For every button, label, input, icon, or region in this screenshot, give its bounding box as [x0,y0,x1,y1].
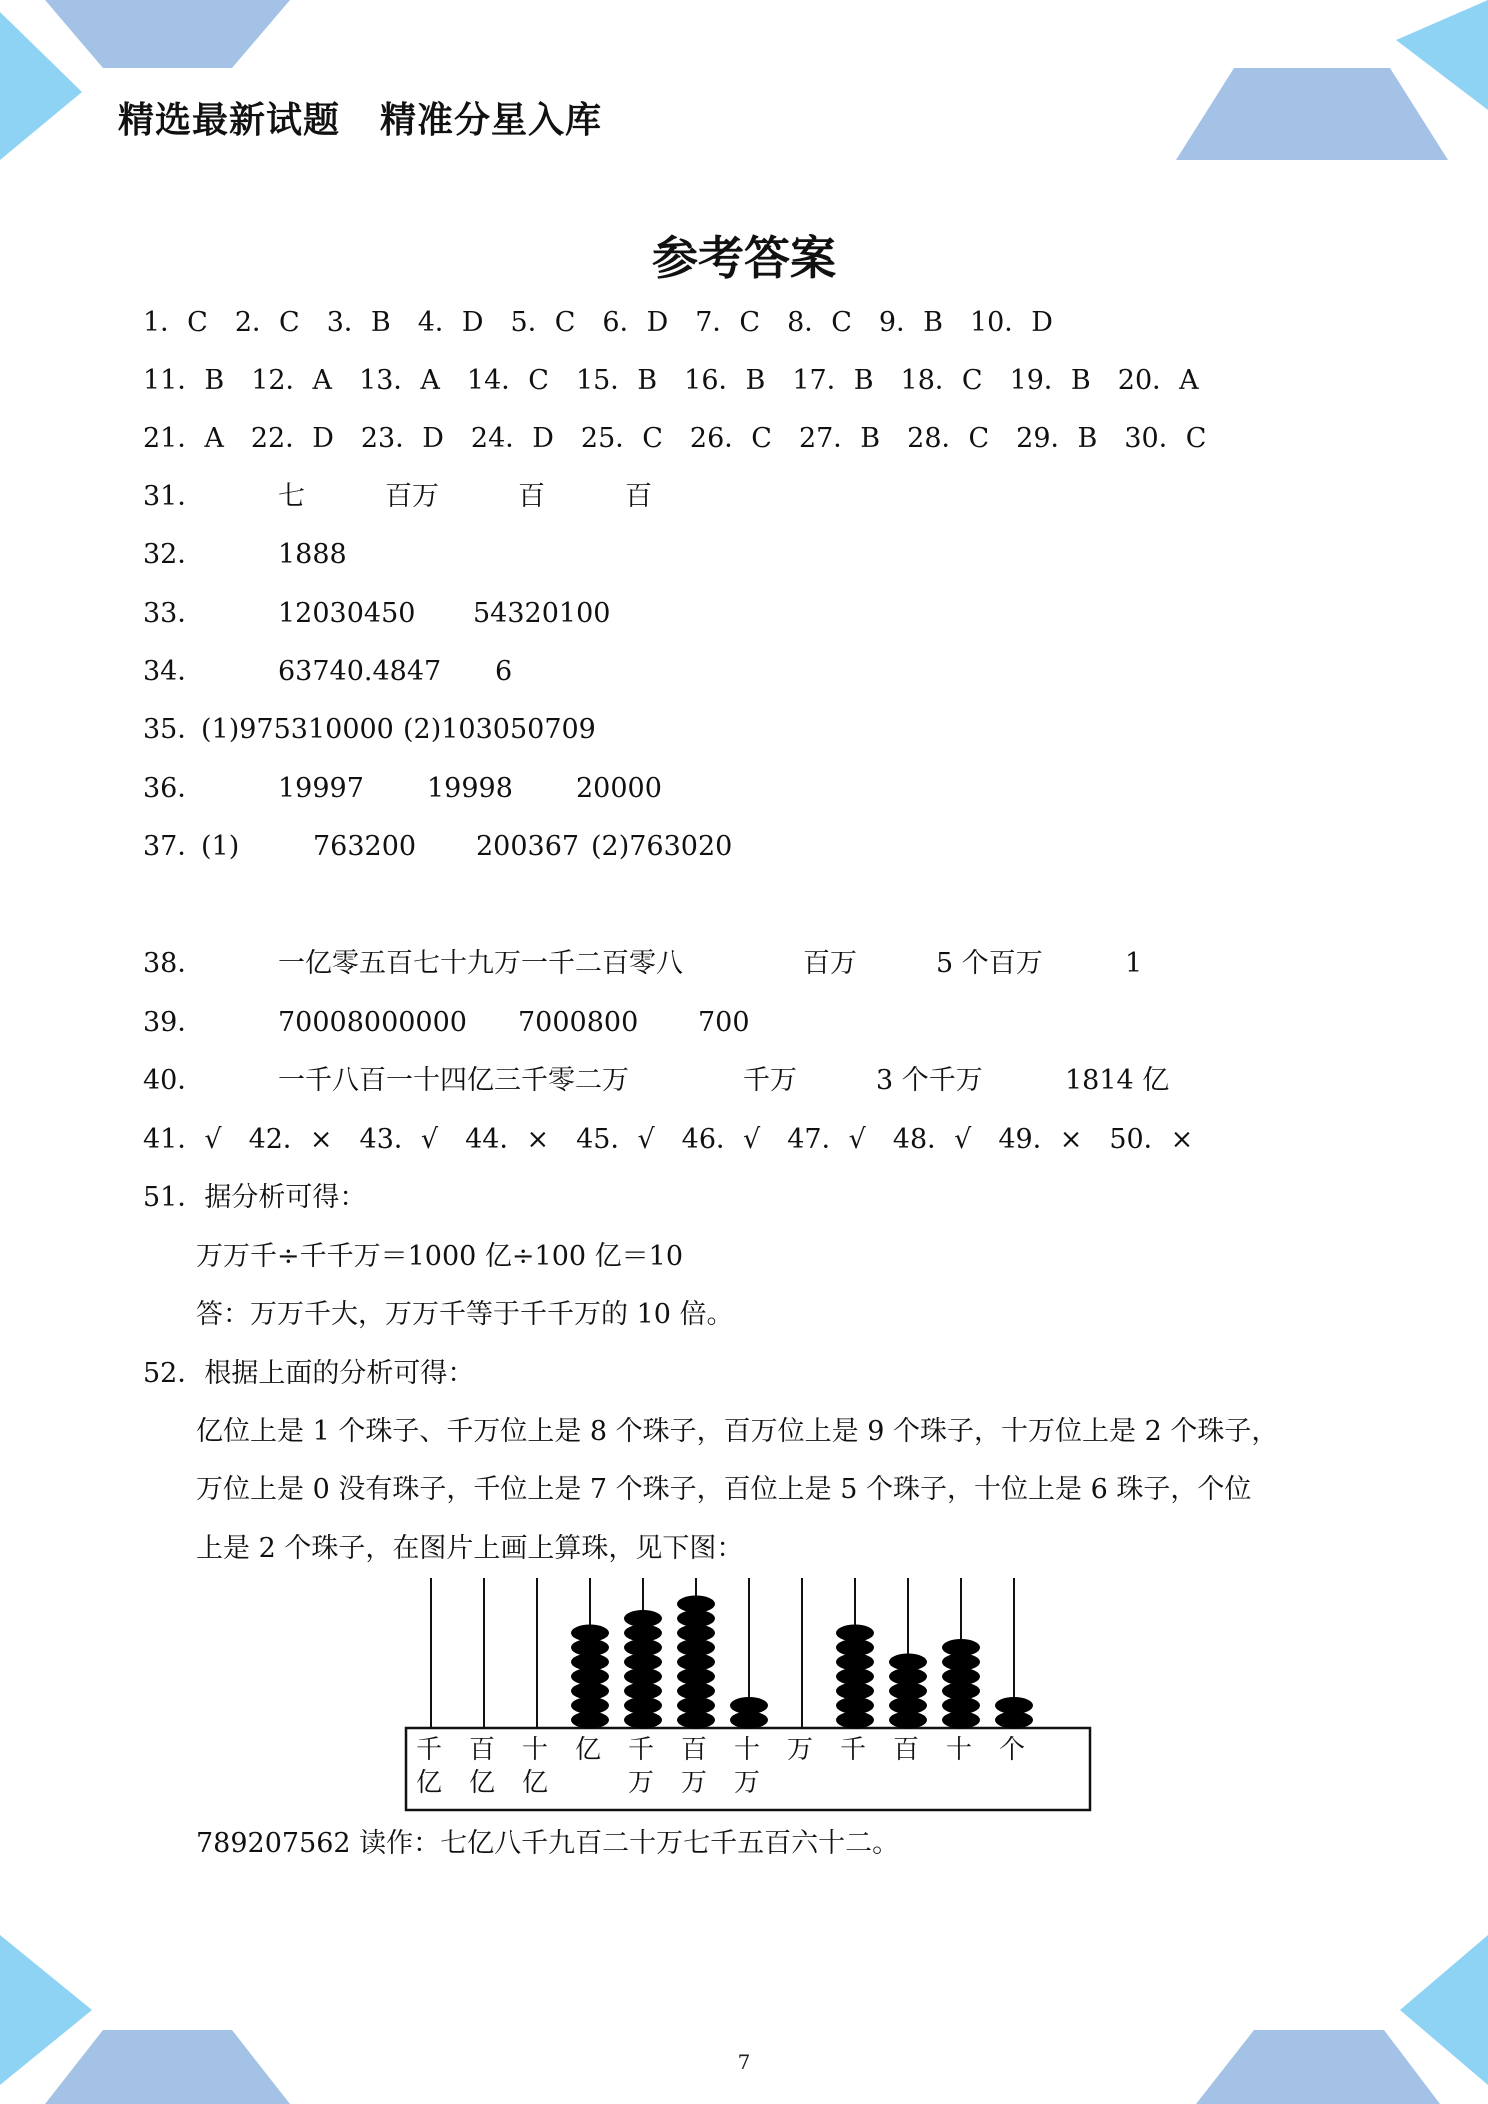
abacus-bead [942,1683,980,1700]
answer: 10．D [969,307,1053,338]
question-number: 32． [143,539,205,570]
place-label: 万 [786,1735,814,1765]
answer: 45．√ [576,1124,655,1155]
answer: 2．C [234,307,300,338]
abacus-bead [624,1697,662,1714]
answer: 3 个千万 [876,1065,983,1096]
tagline-left: 精选最新试题 [118,100,341,141]
answer: 3．B [326,307,391,338]
abacus-bead [836,1697,874,1714]
abacus-bead [624,1683,662,1700]
abacus-bead [624,1712,662,1729]
abacus-bead [677,1596,715,1613]
answer: 7000800 [518,1007,639,1038]
deco-top-left-triangle [0,12,82,160]
answer: 12．A [251,365,333,396]
place-label: 万 [680,1768,708,1798]
answer: 763200 [313,831,417,862]
answer: 50．× [1109,1124,1194,1155]
abacus-bead [571,1625,609,1642]
header-tagline [118,92,602,143]
abacus-bead [889,1697,927,1714]
place-label: 百 [892,1735,920,1765]
place-label: 十 [945,1735,973,1765]
abacus-bead [889,1712,927,1729]
answer: 20．A [1117,365,1199,396]
q52-line: 万位上是 0 没有珠子，千位上是 7 个珠子，百位上是 5 个珠子，十位上是 6 珠子，个位 [196,1474,1252,1505]
page-number: 7 [737,2050,751,2074]
abacus-bead [942,1639,980,1656]
answer: 48．√ [892,1124,972,1155]
abacus-bead [889,1683,927,1700]
abacus-bead [889,1654,927,1671]
abacus-bead [836,1668,874,1685]
answer: (2)763020 [591,831,733,862]
abacus-bead [624,1625,662,1642]
answer: 13．A [359,365,440,396]
question-number: 40． [143,1065,205,1096]
place-label: 亿 [521,1768,549,1798]
place-label: 千 [415,1735,443,1765]
abacus-bead [677,1712,715,1729]
answer: 1．C [143,307,208,338]
answer: 14．C [466,365,549,396]
place-label: 个 [998,1735,1026,1765]
answer: 一亿零五百七十九万一千二百零八 [278,948,683,979]
q52-conclusion: 789207562 读作：七亿八千九百二十万七千五百六十二。 [196,1828,900,1859]
answer: 30．C [1124,423,1207,454]
answer: 21．A [143,423,224,454]
place-label: 十 [733,1735,761,1765]
abacus-bead [571,1639,609,1656]
answer: 29．B [1016,423,1098,454]
answer: 17．B [792,365,874,396]
answer: 44．× [465,1124,550,1155]
place-label: 万 [627,1768,655,1798]
answer: 63740.4847 [278,656,442,687]
answer: 22．D [250,423,334,454]
answer: 700 [698,1007,750,1038]
q51-line: 万万千÷千千万＝1000 亿÷100 亿＝10 [196,1241,684,1272]
answer: 百万 [803,948,857,979]
answer-row [143,367,1226,394]
deco-top-right-bar [1176,68,1448,160]
answer: 百 [625,481,652,512]
question-number: 37． [143,831,205,862]
answer: 百 [518,481,545,512]
answer: 5 个百万 [936,948,1043,979]
answer: 43．√ [359,1124,439,1155]
abacus-bead [571,1712,609,1729]
answer: 28．C [907,423,990,454]
answer: 19997 [278,773,364,804]
answer: 26．C [689,423,772,454]
abacus-bead [836,1712,874,1729]
q52-line: 亿位上是 1 个珠子、千万位上是 8 个珠子，百万位上是 9 个珠子，十万位上是 2 个珠子， [196,1416,1279,1447]
question-number: 36． [143,773,205,804]
abacus-bead [677,1625,715,1642]
abacus-bead [677,1639,715,1656]
abacus-bead [624,1654,662,1671]
answer: 9．B [878,307,943,338]
answer: 1814 亿 [1065,1065,1170,1096]
question-number: 38． [143,948,205,979]
abacus-bead [942,1654,980,1671]
question-number: 35． [143,714,205,745]
answer: (1) [201,831,240,862]
answer: 一千八百一十四亿三千零二万 [278,1065,629,1096]
place-label: 十 [521,1735,549,1765]
abacus-bead [624,1639,662,1656]
answer: 18．C [900,365,983,396]
answer: 23．D [360,423,444,454]
answer: 42．× [248,1124,333,1155]
answer: 11．B [143,365,225,396]
abacus-bead [995,1697,1033,1714]
answer: 27．B [798,423,881,454]
answer: 54320100 [473,598,611,629]
place-label: 千 [627,1735,655,1765]
abacus-bead [677,1683,715,1700]
answer: 4．D [417,307,484,338]
abacus-bead [889,1668,927,1685]
answer: 百万 [385,481,439,512]
answer: 47．√ [787,1124,866,1155]
answer: 5．C [510,307,576,338]
abacus-bead [571,1668,609,1685]
place-label: 亿 [415,1768,443,1798]
abacus-bead [571,1697,609,1714]
place-label: 千 [839,1735,867,1765]
answer-row [143,309,1080,336]
q52-line: 上是 2 个珠子，在图片上画上算珠，见下图： [196,1533,744,1564]
q51-line: 答：万万千大，万万千等于千千万的 10 倍。 [196,1299,734,1330]
place-label: 百 [468,1735,496,1765]
question-number: 39． [143,1007,205,1038]
abacus-bead [677,1668,715,1685]
abacus-bead [677,1697,715,1714]
answer: 19998 [427,773,513,804]
abacus-bead [836,1639,874,1656]
tagline-right: 精准分星入库 [380,100,603,141]
answer: 24．D [470,423,554,454]
answer: 1 [1125,948,1143,979]
answer: 12030450 [278,598,416,629]
answer: 15．B [575,365,658,396]
answer: 1888 [278,539,347,570]
answer: (2)103050709 [403,714,596,745]
abacus-bead [995,1712,1033,1729]
deco-top-left-bar [45,0,290,68]
judge-row [143,1126,1220,1153]
answer: 49．× [998,1124,1083,1155]
answer: 25．C [580,423,663,454]
q52-head: 52．根据上面的分析可得： [143,1358,475,1389]
answer: 19．B [1009,365,1091,396]
answer: 46．√ [681,1124,761,1155]
abacus-bead [942,1668,980,1685]
answer: 41．√ [143,1124,222,1155]
place-label: 万 [733,1768,761,1798]
abacus-bead [624,1668,662,1685]
abacus-bead [677,1610,715,1627]
answer: 20000 [576,773,662,804]
abacus-bead [730,1697,768,1714]
answer: 6．D [602,307,669,338]
answer: 8．C [787,307,852,338]
answer: 200367 [476,831,580,862]
question-number: 34． [143,656,205,687]
abacus-bead [677,1654,715,1671]
question-number: 31． [143,481,205,512]
abacus-bead [942,1712,980,1729]
place-label: 亿 [574,1735,602,1765]
q51-head: 51．据分析可得： [143,1182,367,1213]
place-label: 百 [680,1735,708,1765]
answer: 70008000000 [278,1007,467,1038]
abacus-bead [836,1654,874,1671]
place-label: 亿 [468,1768,496,1798]
abacus-bead [942,1697,980,1714]
abacus-bead [571,1654,609,1671]
answer: 千万 [743,1065,797,1096]
answer: (1)975310000 [201,714,394,745]
abacus-bead [730,1712,768,1729]
answer-row [143,425,1233,452]
answer: 6 [495,656,513,687]
page-title: 参考答案 [652,231,836,285]
deco-top-right-triangle [1396,0,1488,110]
abacus-diagram [400,1572,1100,1817]
abacus-bead [624,1610,662,1627]
answer: 16．B [684,365,766,396]
abacus-bead [836,1683,874,1700]
question-number: 33． [143,598,205,629]
abacus-bead [571,1683,609,1700]
answer: 7．C [695,307,761,338]
abacus-bead [836,1625,874,1642]
answer: 七 [278,481,305,512]
